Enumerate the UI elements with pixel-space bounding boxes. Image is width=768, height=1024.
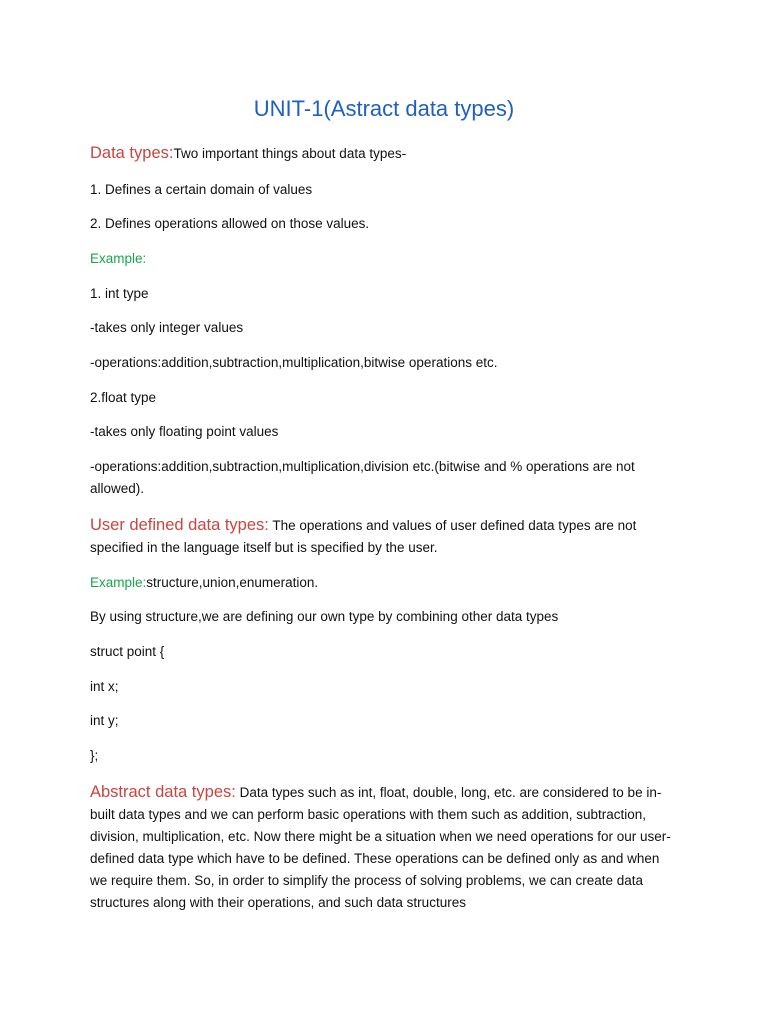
code-line-1: struct point {: [90, 644, 165, 659]
float-type-operations: -operations:addition,subtraction,multiplication,division etc.(bitwise and % operations are not allowed).: [90, 459, 635, 496]
user-defined-heading: User defined data types:: [90, 516, 269, 534]
example-label: Example:: [90, 251, 147, 266]
user-defined-paragraph: [90, 514, 680, 559]
user-defined-example-label: Example:: [90, 575, 147, 590]
code-line-4: };: [90, 748, 99, 763]
data-types-intro: [90, 142, 680, 165]
abstract-heading: Abstract data types:: [90, 783, 236, 801]
data-types-point-2: 2. Defines operations allowed on those values.: [90, 216, 370, 231]
user-defined-example-text: structure,union,enumeration.: [146, 575, 319, 590]
int-type-operations: -operations:addition,subtraction,multiplication,bitwise operations etc.: [90, 355, 498, 370]
data-types-intro-text: Two important things about data types-: [173, 146, 407, 161]
abstract-paragraph: [90, 781, 680, 914]
int-type-values: -takes only integer values: [90, 320, 244, 335]
structure-description: By using structure,we are defining our own type by combining other data types: [90, 609, 559, 624]
float-type-values: -takes only floating point values: [90, 424, 279, 439]
abstract-text: Data types such as int, float, double, long, etc. are considered to be in-built data types and we can perform basic operations with them such as addition, subtraction, division, multiplication, etc. Now there might be a situation when we need operations for our user-defined data type which have to be defined. These operations can be defined only as and when we require them. So, in order to simplify the process of solving problems, we can create data structures along with their operations, and such data structures: [90, 785, 671, 910]
data-types-heading: Data types:: [90, 144, 174, 162]
float-type-title: 2.float type: [90, 390, 157, 405]
data-types-point-1: 1. Defines a certain domain of values: [90, 182, 313, 197]
user-defined-text: The operations and values of user defined data types are not specified in the language itself but is specified by the user.: [90, 518, 637, 555]
document-title: UNIT-1(Astract data types): [253, 96, 515, 121]
code-line-3: int y;: [90, 713, 119, 728]
code-line-2: int x;: [90, 679, 119, 694]
user-defined-example: [90, 572, 680, 594]
int-type-title: 1. int type: [90, 286, 149, 301]
